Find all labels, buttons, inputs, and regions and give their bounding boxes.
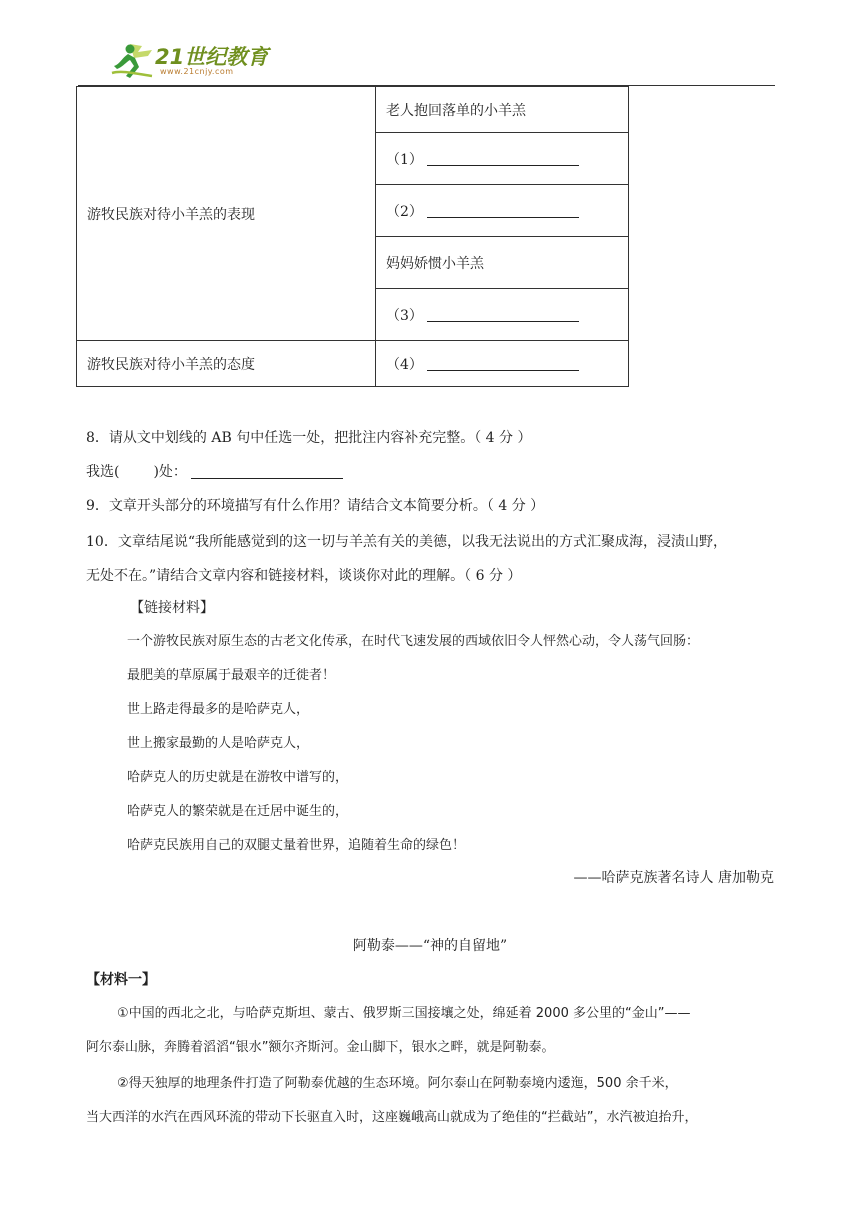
answer-blank[interactable]	[427, 203, 579, 218]
paragraph-2-line1: ②得天独厚的地理条件打造了阿勒泰优越的生态环境。阿尔泰山在阿勒泰境内逶迤，500 余千米，	[117, 1076, 678, 1091]
table-cell: 老人抱回落单的小羊羔	[376, 87, 629, 133]
question-9: 9．文章开头部分的环境描写有什么作用？请结合文本简要分析。（ 4 分 ）	[86, 498, 545, 514]
table-row-label: 游牧民族对待小羊羔的态度	[77, 341, 376, 387]
material-one-heading: 【材料一】	[86, 972, 156, 988]
choice-label: 我选(	[86, 464, 120, 480]
table-cell-blank[interactable]	[376, 133, 629, 185]
poem-attribution: ——哈萨克族著名诗人 唐加勒克	[573, 870, 774, 886]
paragraph-1-line1: ①中国的西北之北，与哈萨克斯坦、蒙古、俄罗斯三国接壤之处，绵延着 2000 多公里的“金山”——	[117, 1006, 691, 1021]
blank-number: （2）	[386, 203, 423, 220]
table-cell: 妈妈娇惯小羊羔	[376, 237, 629, 289]
blank-number: （4）	[386, 356, 423, 373]
question-8: 8．请从文中划线的 AB 句中任选一处，把批注内容补充完整。（ 4 分 ）	[86, 430, 532, 446]
table-cell-blank[interactable]	[376, 185, 629, 237]
logo-text: 21世纪教育	[155, 45, 269, 69]
table-row-label: 游牧民族对待小羊羔的表现	[77, 87, 376, 341]
answer-table	[76, 86, 629, 387]
question-8-answer	[86, 462, 343, 482]
question-10-line1: 10．文章结尾说“我所能感觉到的这一切与羊羔有关的美德，以我无法说出的方式汇聚成海，浸渍山野，	[86, 534, 727, 550]
poem-line: 哈萨克人的历史就是在游牧中谱写的，	[127, 770, 349, 785]
runner-icon	[112, 44, 152, 78]
answer-blank[interactable]	[427, 307, 579, 322]
poem-line: 哈萨克民族用自己的双腿丈量着世界，追随着生命的绿色！	[127, 838, 466, 853]
table-cell-blank[interactable]	[376, 289, 629, 341]
section-title: 阿勒泰——“神的自留地”	[352, 938, 508, 954]
paragraph-1-line2: 阿尔泰山脉，奔腾着滔滔“银水”额尔齐斯河。金山脚下，银水之畔，就是阿勒泰。	[86, 1040, 555, 1055]
blank-number: （3）	[386, 307, 423, 324]
blank-number: （1）	[386, 151, 423, 168]
logo-url: www.21cnjy.com	[160, 67, 234, 76]
poem-line: 世上搬家最勤的人是哈萨克人，	[127, 736, 310, 751]
paragraph-2-line2: 当大西洋的水汽在西风环流的带动下长驱直入时，这座巍峨高山就成为了绝佳的“拦截站”，水汽被迫抬升，	[86, 1110, 698, 1125]
answer-blank[interactable]	[191, 463, 343, 479]
poem-line: 最肥美的草原属于最艰辛的迁徙者！	[127, 668, 336, 683]
answer-blank[interactable]	[427, 151, 579, 166]
table-cell-blank[interactable]	[376, 341, 629, 387]
answer-blank[interactable]	[427, 356, 579, 371]
poem-line: 哈萨克人的繁荣就是在迁居中诞生的，	[127, 804, 349, 819]
question-10-line2: 无处不在。”请结合文章内容和链接材料，谈谈你对此的理解。（ 6 分 ）	[86, 568, 522, 584]
link-material-heading: 【链接材料】	[130, 600, 214, 616]
poem-line: 世上路走得最多的是哈萨克人，	[127, 702, 310, 717]
poem-line: 一个游牧民族对原生态的古老文化传承，在时代飞速发展的西域依旧令人怦然心动，令人荡气回肠：	[127, 634, 700, 649]
choice-label: )处：	[153, 464, 187, 480]
